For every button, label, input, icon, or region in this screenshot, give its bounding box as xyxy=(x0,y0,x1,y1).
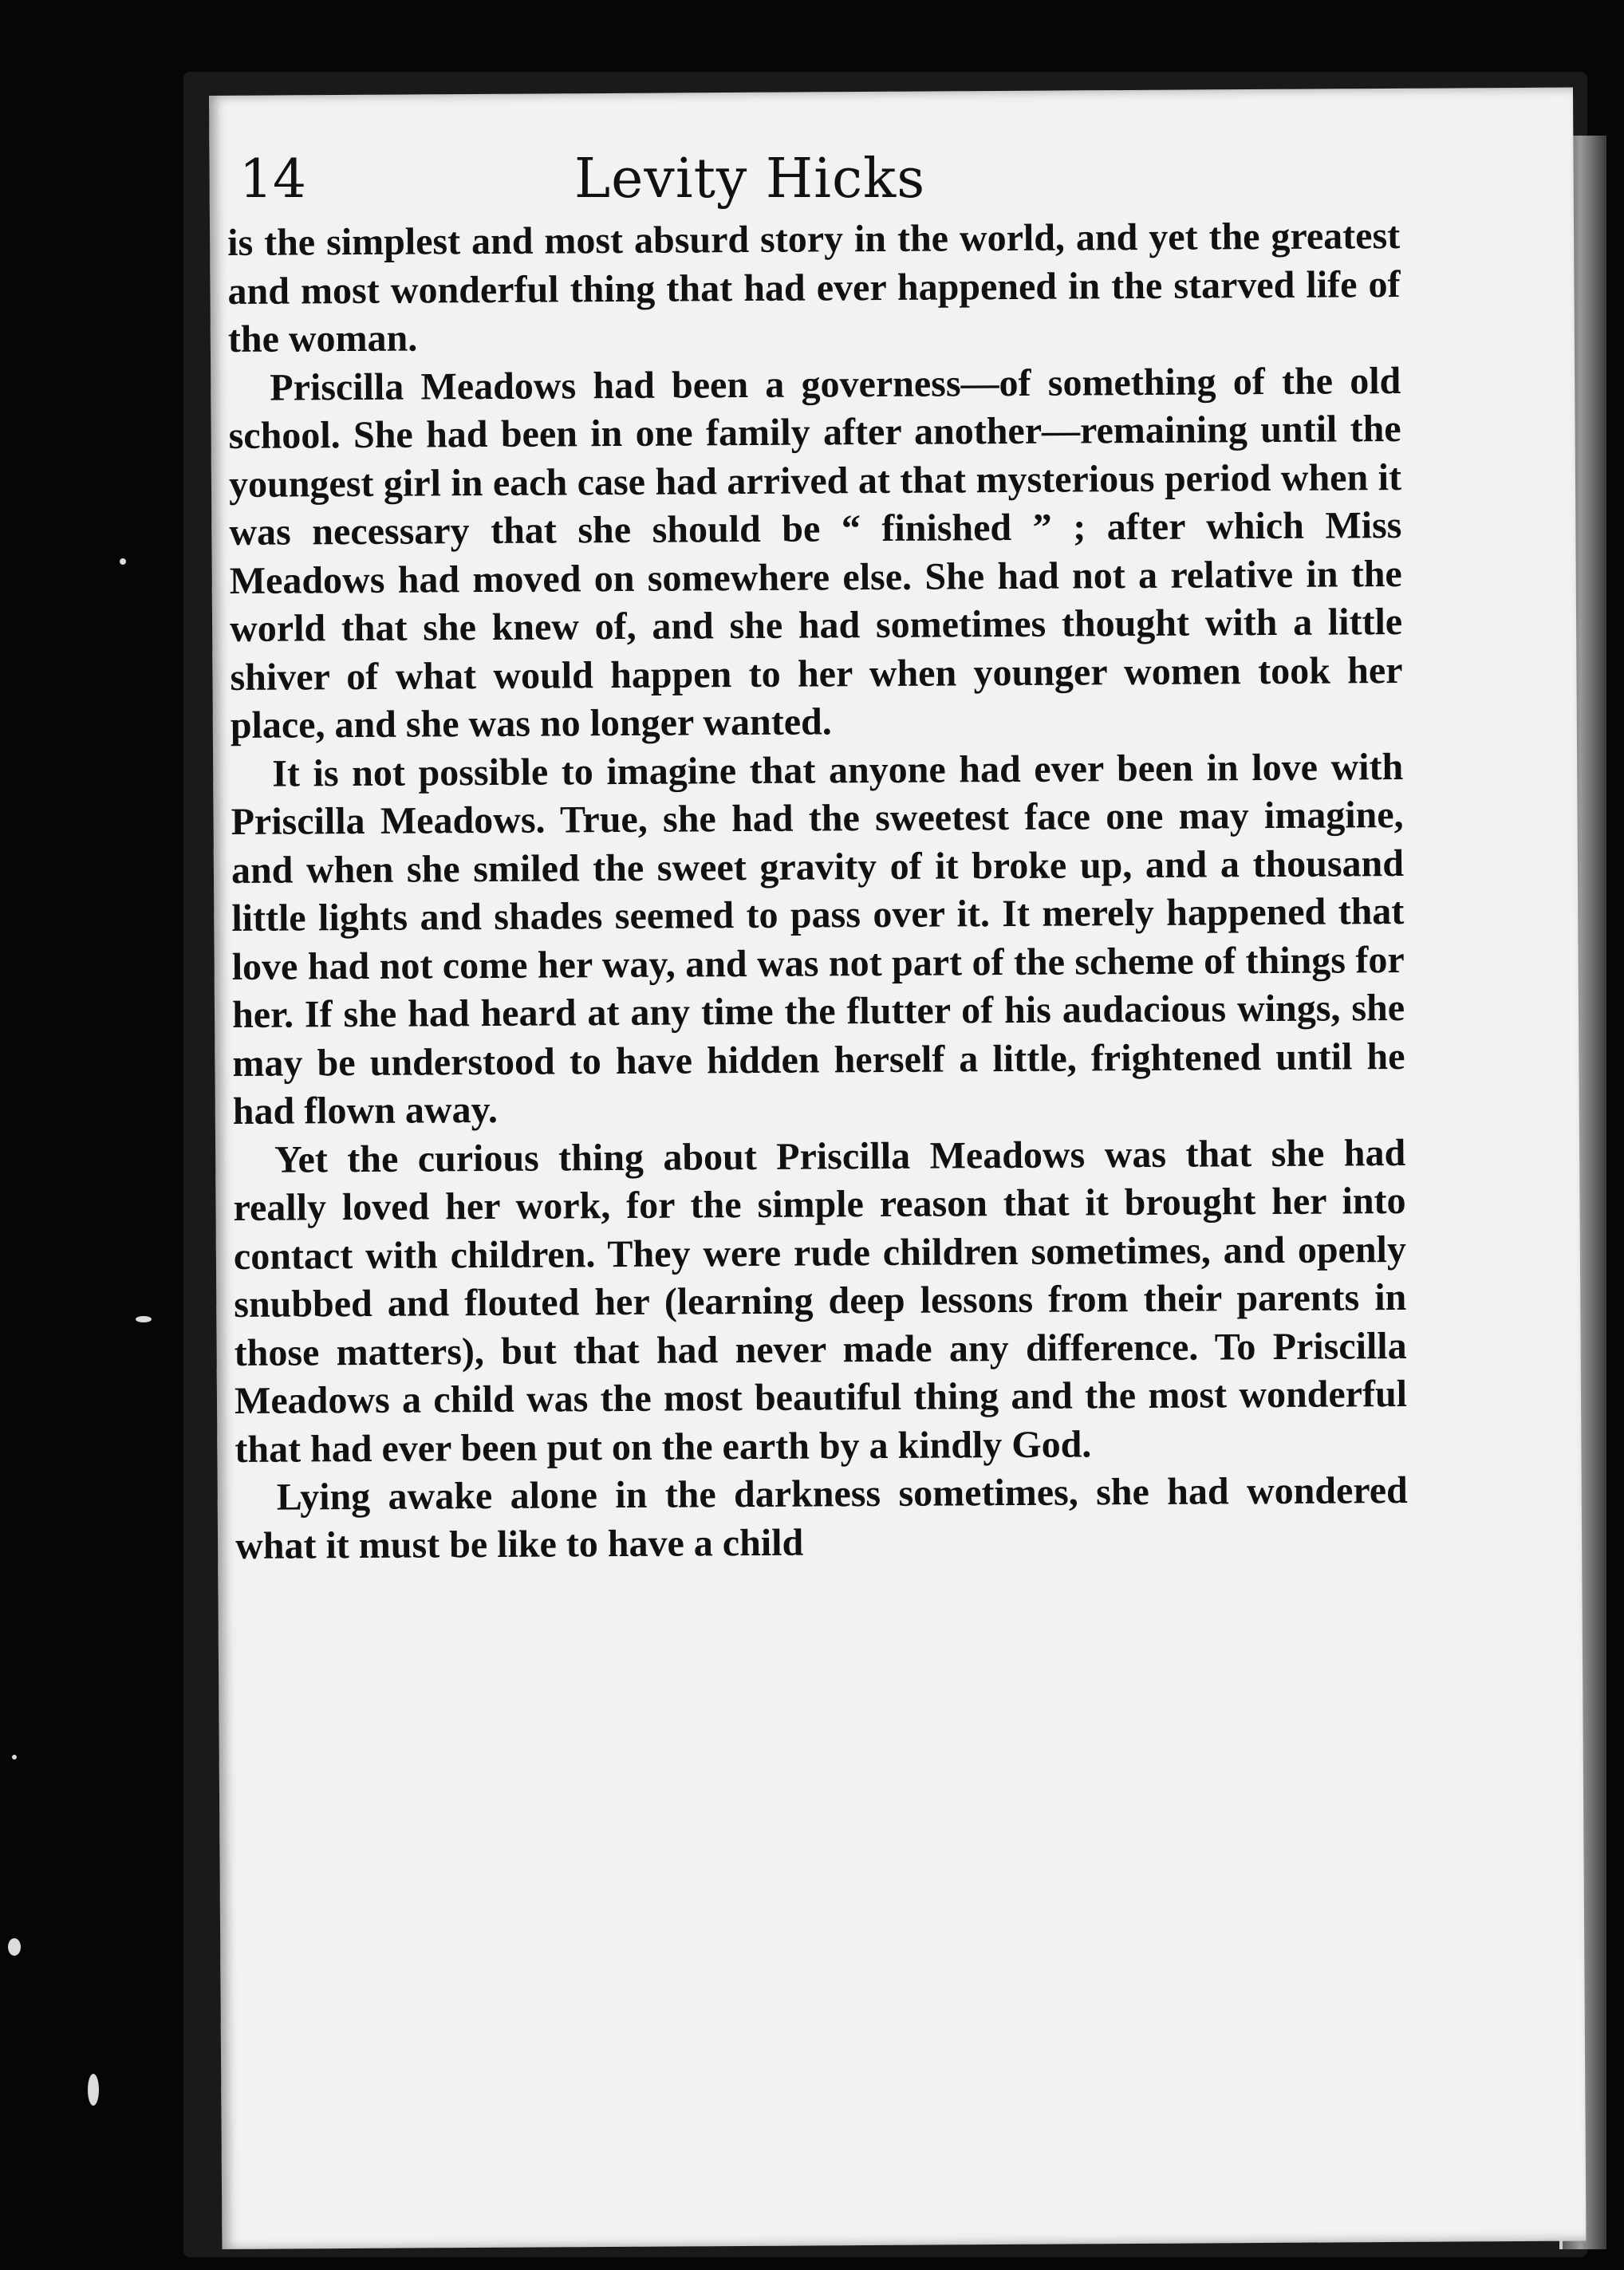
running-head xyxy=(239,136,1396,223)
paragraph: is the simplest and most absurd story in the world, and yet the greatest and most wonderful thing that had ever happened in the starved life of the woman. xyxy=(227,215,1401,361)
paragraph: Yet the curious thing about Priscilla Meadows was that she had really loved her work, for the simple reason that it brought her into contact with children. They were rude children sometimes, and openly snubbed and flouted her (learning deep lessons from their parents in those matters), but that had never made any difference. To Priscilla Meadows a child was the most beautiful thing and the most wonderful that had ever been put on the earth by a kindly God. xyxy=(233,1131,1408,1471)
scan-speck xyxy=(8,1938,21,1956)
book-title: Levity Hicks xyxy=(574,148,926,211)
body-text xyxy=(227,212,1408,1570)
page-number: 14 xyxy=(239,148,306,210)
scan-speck xyxy=(88,2074,99,2106)
paragraph: Priscilla Meadows had been a governess—of something of the old school. She had been in one family after another—remaining until the youngest girl in each case had arrived at that mysterious period when it was necessary that she should be “ finished ” ; after which Miss Meadows had moved on somewhere else. She had not a relative in the world that she knew of, and she had sometimes thought with a little shiver of what would happen to her when younger women took her place, and she was no longer wanted. xyxy=(228,359,1403,747)
scan-speck xyxy=(120,558,126,565)
paragraph: It is not possible to imagine that anyone had ever been in love with Priscilla Meadows. True, she had the sweetest face one may imagine, and when she smiled the sweet gravity of it broke up, and a thousand little lights and shades seemed to pass over it. It merely happened that love had not come her way, and was not part of the scheme of things for her. If she had heard at any time the flutter of his audacious wings, she may be understood to have hidden herself a little, frightened until he had flown away. xyxy=(231,745,1405,1133)
scan-speck xyxy=(136,1316,152,1322)
paragraph: Lying awake alone in the darkness sometimes, she had wondered what it must be like to have a child xyxy=(235,1468,1408,1567)
scan-speck xyxy=(12,1755,17,1760)
